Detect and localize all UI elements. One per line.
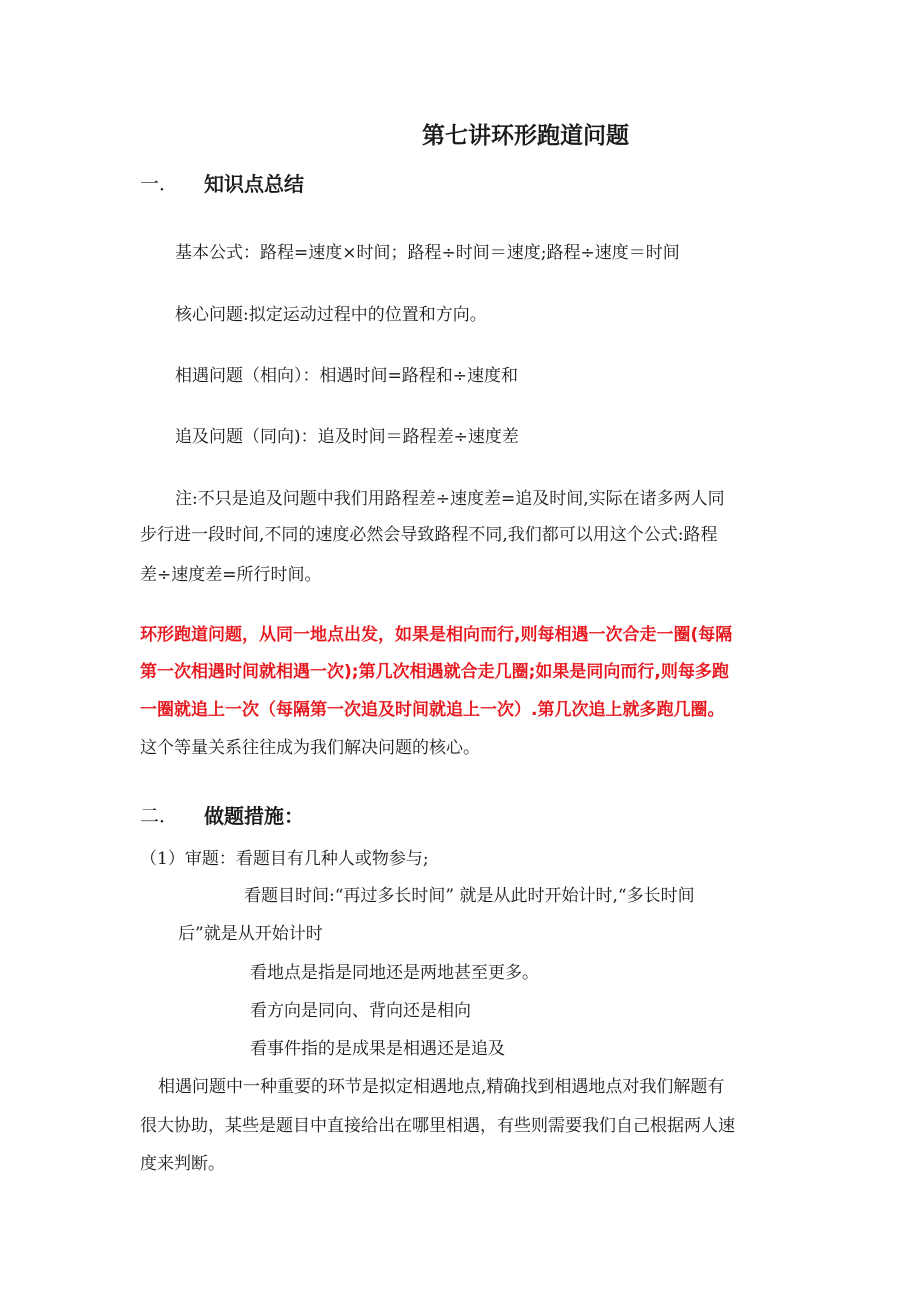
section2-heading: 做题措施： (204, 804, 304, 828)
meet-problem-line: 相遇问题（相向）：相遇时间=路程和÷速度和 (175, 366, 518, 386)
chase-problem-line: 追及问题（同向)：追及时间＝路程差÷速度差 (175, 427, 519, 447)
highlight-line: 第一次相遇时间就相遇一次);第几次相遇就合走几圈;如果是同向而行,则每多跑 (140, 662, 729, 682)
direction-line: 看方向是同向、背向还是相向 (250, 1001, 471, 1021)
conclusion-line: 这个等量关系往往成为我们解决问题的核心。 (140, 738, 480, 758)
time-line: 后”就是从开始计时 (178, 924, 323, 944)
time-line: 看题目时间:“再过多长时间” 就是从此时开始计时,“多长时间 (244, 886, 695, 906)
section1-number: 一． (140, 173, 179, 195)
page-title: 第七讲环形跑道问题 (422, 123, 629, 149)
formula-line: 基本公式：路程=速度×时间；路程÷时间＝速度;路程÷速度＝时间 (175, 243, 680, 263)
highlight-line: 一圈就追上一次（每隔第一次追及时间就追上一次）.第几次追上就多跑几圈。 (140, 700, 725, 720)
step1-line: （1）审题：看题目有几种人或物参与; (140, 849, 429, 869)
meet-point-paragraph-line: 相遇问题中一种重要的环节是拟定相遇地点,精确找到相遇地点对我们解题有 (158, 1077, 725, 1097)
note-line: 差÷速度差=所行时间。 (140, 565, 322, 585)
core-question-line: 核心问题:拟定运动过程中的位置和方向。 (175, 305, 487, 325)
note-line: 注:不只是追及问题中我们用路程差÷速度差=追及时间,实际在诸多两人同 (175, 489, 725, 509)
section2-number: 二． (140, 805, 179, 827)
place-line: 看地点是指是同地还是两地甚至更多。 (250, 963, 539, 983)
highlight-line: 环形跑道问题，从同一地点出发，如果是相向而行,则每相遇一次合走一圈(每隔 (140, 625, 733, 645)
section1-heading: 知识点总结 (204, 172, 304, 196)
event-line: 看事件指的是成果是相遇还是追及 (250, 1039, 505, 1059)
meet-point-paragraph-line: 度来判断。 (140, 1154, 225, 1174)
note-line: 步行进一段时间,不同的速度必然会导致路程不同,我们都可以用这个公式:路程 (140, 525, 718, 545)
meet-point-paragraph-line: 很大协助，某些是题目中直接给出在哪里相遇，有些则需要我们自己根据两人速 (140, 1116, 735, 1136)
